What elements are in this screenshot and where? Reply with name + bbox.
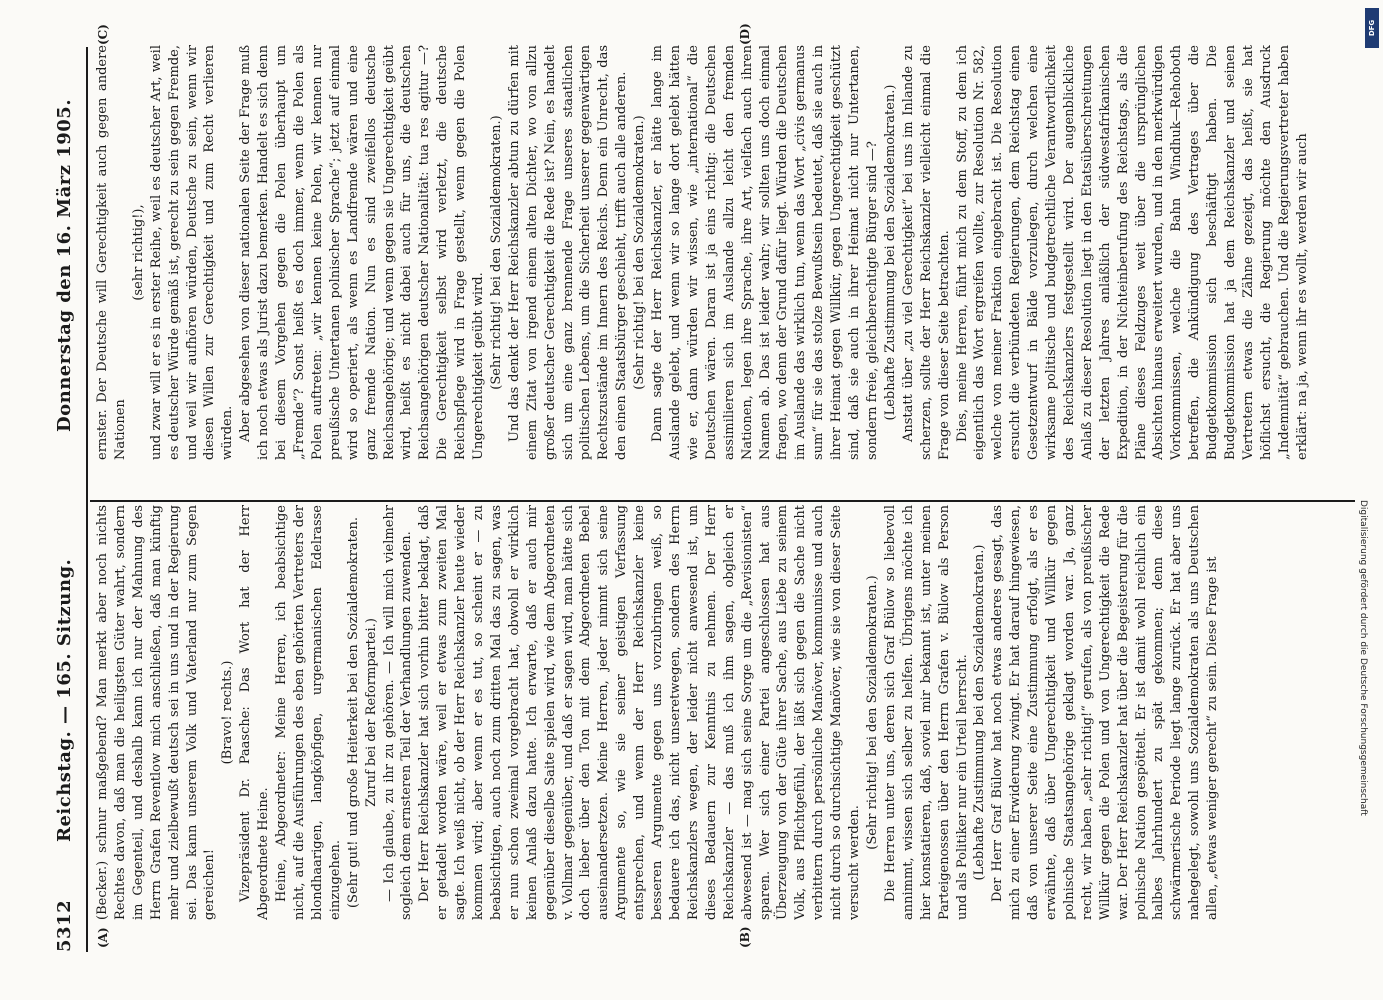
paragraph: Und das denkt der Herr Reichskanzler abtun zu dürfen mit einem Zitat von irgend einem alten Dichter, wo von allzu großer deutscher Gerechtigkeit die Rede ist? Nein, es handelt sich um eine ganz brennende Frage unseres staatlichen politischen Lebens, um die Sicherheit unserer gegenwärtigen Rechtszustände im Innern des Reichs. Denn ein Unrecht, das den einen Staatsbürger geschieht, trifft auch alle anderen. xyxy=(506,45,630,460)
header-rule xyxy=(86,47,88,952)
session-title: Reichstag. — 165. Sitzung. xyxy=(54,558,75,842)
paragraph: Anstatt über „zu viel Gerechtigkeit“ bei uns im Inlande zu scherzen, sollte der Herr Reichskanzler vielleicht einmal die Frage von dieser Seite betrachten. xyxy=(900,45,952,460)
page-number: 5312 xyxy=(54,899,75,952)
interjection: (Sehr gut! und große Heiterkeit bei den Sozialdemokraten. Zuruf bei der Reformpartei.) xyxy=(345,516,379,909)
margin-marker-d: (D) xyxy=(738,23,752,45)
paragraph: Heine, Abgeordneter: Meine Herren, ich beabsichtige nicht, auf die Ausführungen des eben gehörten Vertreters der blondhaarigen, langköpfigen, urgermanischen Edelrasse einzugehen. xyxy=(274,505,343,920)
digitization-credit: Digitalisierung gefördert durch die Deutsche Forschungsgemeinschaft xyxy=(1358,500,1368,816)
interjection: (sehr richtig!), xyxy=(130,204,146,301)
margin-marker-c: (C) xyxy=(96,24,110,45)
paragraph: — Ich glaube, zu ihr zu gehören. — Ich will mich vielmehr sogleich dem ernsteren Teil der Verhandlungen zuwenden. xyxy=(381,505,415,920)
right-column xyxy=(94,45,1339,460)
paragraph: Der Herr Reichskanzler hat sich vorhin bitter beklagt, daß er getadelt worden wäre, weil er etwas zum zweiten Mal sagte. Ich weiß nicht, ob der Herr Reichskanzler heute wieder kommen wird; aber wenn er es tut, so scheint er — zu beabsichtigen, auch noch zum dritten Mal das zu sagen, was er nun schon zweimal vorgebracht hat, obwohl er wirklich keinen Anlaß dazu hatte. Ich erwarte, daß er auch mir gegenüber dieselbe Saite spielen wird, wie dem Abgeordneten v. Vollmar gegenüber, und daß er sagen wird, man hätte sich doch lieber über den Ton mit dem Abgeordneten Bebel auseinandersetzen. Meine Herren, jeder nimmt sich seine Argumente so, wie sie seiner geistigen Verfassung entsprechen, und wenn der Herr Reichskanzler keine besseren Argumente gegen uns vorzubringen weiß, so bedauere ich das, nicht unseretwegen, sondern des Herrn Reichskanzlers wegen, der leider nicht anwesend ist, um dieses Bedauern zur Kenntnis zu nehmen. Der Herr Reichskanzler — das muß ich ihm sagen, obgleich er abwesend ist — mag sich seine Sorge um die „Revisionisten“ sparen. Wer sich einer Partei angeschlossen hat aus Überzeugung von der Güte ihrer Sache, aus Liebe zu seinem Volk, aus Pflichtgefühl, der läßt sich gegen die Sache nicht verbittern durch persönliche Manöver, kommunisse und auch nicht durch so durchsichtige Manöver, wie sie von dieser Seite versucht werden. xyxy=(417,505,863,920)
paragraph: Die Herren unter uns, deren sich Graf Bülow so liebevoll annimmt, wissen sich selber zu helfen. Übrigens möchte ich hier konstatieren, daß, soviel mir bekannt ist, unter meinen Parteigenossen über den Herrn Grafen v. Bülow als Person und als Politiker nur ein Urteil herrscht. xyxy=(882,505,970,920)
paragraph: Dann sagte der Herr Reichskanzler, er hätte lange im Auslande gelebt, und wenn wir so lange dort gelebt hätten wie er, dann würden wir wissen, wie „international“ die Deutschen wären. Daran ist ja eins richtig: die Deutschen assimilieren sich im Auslande allzu leicht den fremden Nationen, legen ihre Sprache, ihre Art, vielfach auch ihren Namen ab. Das ist leider wahr; wir sollten uns doch einmal fragen, wo denn der Grund dafür liegt. Würden die Deutschen im Auslande das wirklich tun, wenn das Wort „civis germanus sum“ für sie das stolze Bewußtsein bedeutet, daß sie auch in ihrer Heimat gegen Willkür, gegen Ungerechtigkeit geschützt sind, daß sie auch in ihrer Heimat nicht nur Untertanen, sondern freie, gleichberechtigte Bürger sind —? xyxy=(650,45,880,460)
dfg-logo-text: DFG xyxy=(1368,19,1376,37)
interjection: (Sehr richtig! bei den Sozialdemokraten.) xyxy=(864,575,880,850)
interjection: (Sehr richtig! bei den Sozialdemokraten.) xyxy=(488,115,504,390)
paragraph: Vizepräsident Dr. Paasche: Das Wort hat der Herr Abgeordnete Heine. xyxy=(238,505,272,920)
column-divider xyxy=(90,500,1355,502)
paragraph: und zwar will er es in erster Reihe, weil es deutscher Art, weil es deutscher Würde gemäß ist, gerecht zu sein gegen Fremde, und weil wir aufhören würden, Deutsche zu sein, wenn wir diesen Willen zur Gerechtigkeit und zum Recht verlieren würden. xyxy=(148,45,236,460)
interjection: (Lebhafte Zustimmung bei den Sozialdemokraten.) xyxy=(972,544,988,881)
paragraph: (Becker.) schnur maßgebend? Man merkt aber noch nichts Rechtes davon, daß man die heiligsten Güter wahrt, sondern im Gegenteil, und deshalb kann ich nur der Mahnung des Herrn Grafen Reventlow mich anschließen, daß man künftig mehr und zielbewußt deutsch sei in uns und in der Regierung sei. Das kann unserem Volk und Vaterland nur zum Segen gereichen! xyxy=(95,505,218,920)
paragraph: Dies, meine Herren, führt mich zu dem Stoff, zu dem ich eigentlich das Wort ergreifen wollte, zur Resolution Nr. 582, welche von meiner Fraktion eingebracht ist. Die Resolution ersucht die verbündeten Regierungen, dem Reichstag einen Gesetzentwurf in Bälde vorzulegen, durch welchen eine wirksame politische und budgetrechtliche Verantwortlichkeit des Reichskanzlers festgestellt wird. Der augenblickliche Anlaß zu dieser Resolution liegt in den Etatsüberschreitungen der letzten Jahres anläßlich der südwestafrikanischen Expedition, in der Nichteinberufung des Reichstags, als die Pläne dieses Feldzuges weit über die ursprünglichen Absichten hinaus erweitert wurden, und in den merkwürdigen Vorkommnissen, welche die Bahn Windhuk—Rehoboth betreffen, die Ankündigung des Vertrages über die Budgetkommission sich beschäftigt haben. Die Budgetkommission hat ja dem Reichskanzler und seinen Vertretern etwas die Zähne gezeigt, das heißt, sie hat höflichst ersucht, die Regierung möchte den Ausdruck „Indemnität“ gebrauchen. Und die Regierungsvertreter haben erklärt: na ja, wenn ihr es wollt, werden wir auch xyxy=(954,45,1310,460)
interjection: (Bravo! rechts.) xyxy=(220,660,236,765)
paragraph: ernster. Der Deutsche will Gerechtigkeit auch gegen andere Nationen xyxy=(95,45,128,460)
margin-marker-a: (A) xyxy=(96,927,110,948)
dfg-logo xyxy=(1365,8,1379,48)
margin-marker-b: (B) xyxy=(738,926,752,948)
paragraph: Aber abgesehen von dieser nationalen Seite der Frage muß ich noch etwas als Jurist dazu bemerken. Handelt es sich denn bei diesem Vorgehen gegen die Polen überhaupt um „Fremde“? Sonst heißt es doch immer, wenn die Polen als Polen auftreten: „wir kennen keine Polen, wir kennen nur preußische Untertanen polnischer Sprache“; jetzt auf einmal wird so operiert, als wenn es Landfremde wären und eine ganz fremde Nation. Nun es sind zweifellos deutsche Reichsangehörige; und wenn gegen sie Ungerechtigkeit geübt wird, heißt es nicht dabei auch für uns, die deutschen Reichsangehörigen deutscher Nationalität: tua res agitur —? Die Gerechtigkeit selbst wird verletzt, die deutsche Reichspflege wird in Frage gestellt, wenn gegen die Polen Ungerechtigkeit geübt wird. xyxy=(238,45,487,460)
interjection: (Sehr richtig! bei den Sozialdemokraten.) xyxy=(632,115,648,390)
interjection: (Lebhafte Zustimmung bei den Sozialdemokraten.) xyxy=(882,84,898,421)
page-header xyxy=(50,47,82,952)
paragraph: Der Herr Graf Bülow hat noch etwas anderes gesagt, das mich zu einer Erwiderung zwingt. Er hat darauf hingewiesen, daß von unserer Seite eine Zustimmung erfolgt, als er es erwähnte, daß über Ungerechtigkeit und Willkür gegen polnische Staatsangehörige geklagt worden war. Ja, ganz recht, wir haben „sehr richtig!“ gerufen, als von preußischer Willkür gegen die Polen und von Ungerechtigkeit die Rede war. Der Herr Reichskanzler hat über die Begeisterung für die polnische Nation gespöttelt. Er ist damit wohl reichlich ein halbes Jahrhundert zu spät gekommen; denn diese schwärmerische Periode liegt lange zurück. Er hat aber uns nahegelegt, sowohl uns Sozialdemokraten als uns Deutschen allen, „etwas weniger gerecht“ zu sein. Diese Frage ist xyxy=(990,505,1221,920)
left-column xyxy=(94,505,1339,920)
session-date: Donnerstag den 16. März 1905. xyxy=(54,98,75,432)
